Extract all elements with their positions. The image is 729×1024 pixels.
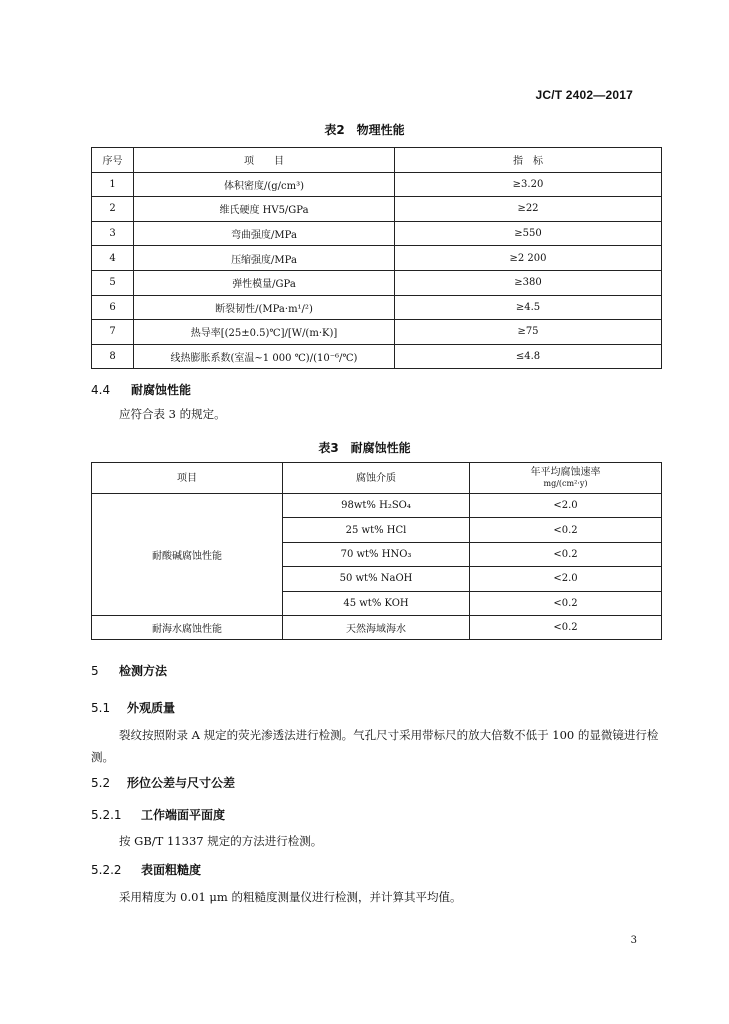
row-number: 6 (92, 295, 134, 320)
table-row (92, 270, 662, 295)
rate-cell: <0.2 (470, 591, 662, 615)
table-row (92, 197, 662, 222)
medium-cell: 25 wt% HCl (283, 518, 470, 542)
rate-cell: <2.0 (470, 494, 662, 518)
row-number: 4 (92, 246, 134, 271)
section-number: 4.4 (91, 383, 111, 397)
row-number: 2 (92, 197, 134, 222)
table-row (92, 494, 662, 518)
medium-cell: 98wt% H₂SO₄ (283, 494, 470, 518)
section-title: 工作端面平面度 (141, 808, 226, 822)
section-number: 5.2.1 (91, 808, 122, 822)
row-number: 8 (92, 344, 134, 369)
section-4-4-text: 应符合表 3 的规定。 (119, 407, 226, 421)
property-value: ≥4.5 (395, 295, 662, 320)
table-row (92, 172, 662, 197)
page-number: 3 (630, 935, 637, 946)
section-number: 5.2.2 (91, 863, 122, 877)
physical-properties-table (91, 147, 662, 369)
column-header: 指 标 (395, 148, 662, 173)
property-value: ≥2 200 (395, 246, 662, 271)
column-header: 项目 (92, 463, 283, 494)
medium-cell: 50 wt% NaOH (283, 567, 470, 591)
corrosion-resistance-table (91, 462, 662, 640)
table-row (92, 246, 662, 271)
section-title: 表面粗糙度 (141, 863, 202, 877)
property-name: 弹性模量/GPa (134, 270, 395, 295)
column-header: 序号 (92, 148, 134, 173)
rate-cell: <2.0 (470, 567, 662, 591)
section-number: 5 (91, 664, 99, 678)
standard-code: JC/T 2402—2017 (535, 88, 633, 102)
section-5-1-text: 裂纹按照附录 A 规定的荧光渗透法进行检测。气孔尺寸采用带标尺的放大倍数不低于 100 的显微镜进行检测。 (91, 728, 659, 764)
section-5-2-heading (91, 774, 235, 791)
property-name: 弯曲强度/MPa (134, 221, 395, 246)
rate-header-title: 年平均腐蚀速率 (530, 467, 601, 478)
property-value: ≥380 (395, 270, 662, 295)
rate-header-unit: mg/(cm²·y) (543, 479, 588, 488)
section-title: 外观质量 (127, 701, 176, 715)
table-header-row (92, 463, 662, 494)
table-row (92, 344, 662, 369)
medium-cell: 天然海域海水 (283, 615, 470, 639)
group-label: 耐酸碱腐蚀性能 (92, 494, 283, 616)
property-value: ≥3.20 (395, 172, 662, 197)
column-header (470, 463, 662, 494)
property-name: 断裂韧性/(MPa·m¹/²) (134, 295, 395, 320)
column-header: 腐蚀介质 (283, 463, 470, 494)
section-5-2-2-text: 采用精度为 0.01 μm 的粗糙度测量仪进行检测，并计算其平均值。 (119, 890, 462, 904)
property-value: ≥550 (395, 221, 662, 246)
section-number: 5.2 (91, 776, 111, 790)
table-header-row (92, 148, 662, 173)
property-value: ≥22 (395, 197, 662, 222)
row-number: 5 (92, 270, 134, 295)
row-number: 3 (92, 221, 134, 246)
table-row (92, 221, 662, 246)
table3-caption: 表3 耐腐蚀性能 (318, 441, 411, 455)
row-number: 7 (92, 320, 134, 345)
row-number: 1 (92, 172, 134, 197)
medium-cell: 45 wt% KOH (283, 591, 470, 615)
section-5-2-2-heading (91, 861, 201, 878)
table-row (92, 320, 662, 345)
rate-cell: <0.2 (470, 542, 662, 566)
rate-cell: <0.2 (470, 615, 662, 639)
property-value: ≥75 (395, 320, 662, 345)
property-name: 线热膨胀系数(室温~1 000 ℃)/(10⁻⁶/℃) (134, 344, 395, 369)
section-5-1-heading (91, 699, 175, 716)
property-name: 压缩强度/MPa (134, 246, 395, 271)
property-name: 体积密度/(g/cm³) (134, 172, 395, 197)
property-value: ≤4.8 (395, 344, 662, 369)
table2-caption: 表2 物理性能 (324, 123, 405, 137)
section-4-4-heading (91, 381, 191, 398)
section-5-2-1-text: 按 GB/T 11337 规定的方法进行检测。 (119, 834, 323, 848)
section-5-2-1-heading (91, 806, 225, 823)
rate-cell: <0.2 (470, 518, 662, 542)
column-header: 项 目 (134, 148, 395, 173)
section-title: 检测方法 (119, 664, 168, 678)
section-title: 耐腐蚀性能 (131, 383, 192, 397)
section-number: 5.1 (91, 701, 111, 715)
table-row (92, 615, 662, 639)
group-label: 耐海水腐蚀性能 (92, 615, 283, 639)
table-row (92, 295, 662, 320)
medium-cell: 70 wt% HNO₃ (283, 542, 470, 566)
section-title: 形位公差与尺寸公差 (127, 776, 236, 790)
section-5-heading (91, 662, 167, 679)
property-name: 热导率[(25±0.5)℃]/[W/(m·K)] (134, 320, 395, 345)
property-name: 维氏硬度 HV5/GPa (134, 197, 395, 222)
